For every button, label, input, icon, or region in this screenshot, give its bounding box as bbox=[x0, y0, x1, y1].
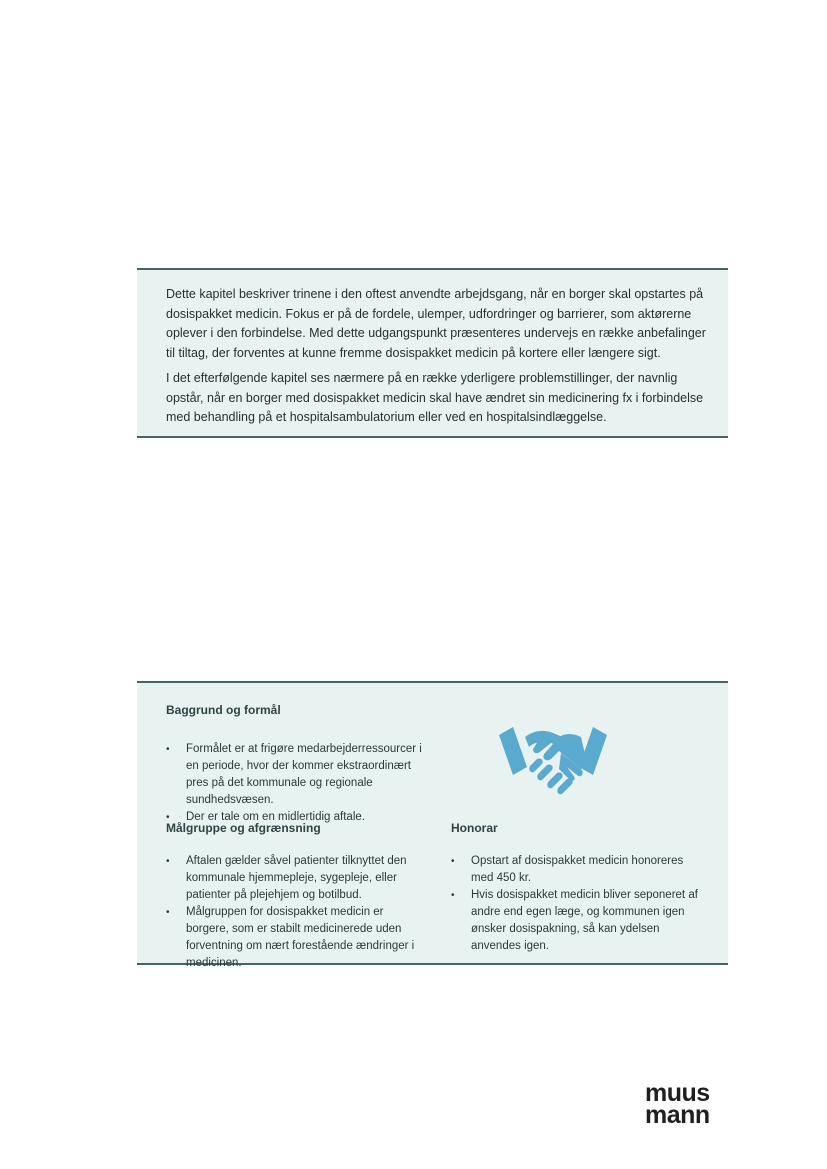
list-item: • Opstart af dosispakket medicin honoreres med 450 kr. bbox=[451, 853, 706, 887]
logo-line-1: muus bbox=[645, 1079, 710, 1107]
list-item: • Der er tale om en midlertidig aftale. bbox=[166, 809, 426, 826]
list-item: • Hvis dosispakket medicin bliver seponeret af andre end egen læge, og kommunen igen ønsker dosispakning, så kan ydelsen anvendes igen. bbox=[451, 887, 706, 955]
intro-paragraph-1: Dette kapitel beskriver trinene i den oftest anvendte arbejdsgang, når en borger skal opstartes på dosispakket medicin. Fokus er på de fordele, ulemper, udfordringer og barrierer, som aktørerne oplever i den forbindelse. Med dette udgangspunkt præsenteres undervejs en række anbefalinger til tiltag, der forventes at kunne fremme dosispakket medicin på kortere eller længere sigt. bbox=[166, 287, 706, 360]
target-heading: Målgruppe og afgrænsning bbox=[166, 821, 321, 835]
list-item: • Formålet er at frigøre medarbejderressourcer i en periode, hvor der kommer ekstraordinært pres på det kommunale og regionale sundhedsvæsen. bbox=[166, 741, 426, 809]
intro-box bbox=[137, 268, 728, 438]
list-item: • Målgruppen for dosispakket medicin er borgere, som er stabilt medicinerede uden forventning om nært forestående ændringer i medicinen. bbox=[166, 904, 426, 972]
list-item: • Aftalen gælder såvel patienter tilknyttet den kommunale hjemmepleje, sygepleje, eller patienter på plejehjem og botilbud. bbox=[166, 853, 426, 904]
background-heading: Baggrund og formål bbox=[166, 703, 281, 717]
logo-line-2: mann bbox=[645, 1101, 710, 1129]
fee-list bbox=[451, 853, 706, 955]
background-list bbox=[166, 741, 426, 826]
fee-heading: Honorar bbox=[451, 821, 498, 835]
handshake-icon bbox=[497, 721, 609, 801]
muusmann-logo bbox=[645, 1079, 725, 1129]
intro-paragraph-2: I det efterfølgende kapitel ses nærmere på en række yderligere problemstillinger, der navnlig opstår, når en borger med dosispakket medicin skal have ændret sin medicinering fx i forbindelse med behandling på et hospitalsambulatorium eller ved en hospitalsindlæggelse. bbox=[166, 371, 704, 424]
target-list bbox=[166, 853, 426, 972]
agreement-box bbox=[137, 681, 728, 969]
